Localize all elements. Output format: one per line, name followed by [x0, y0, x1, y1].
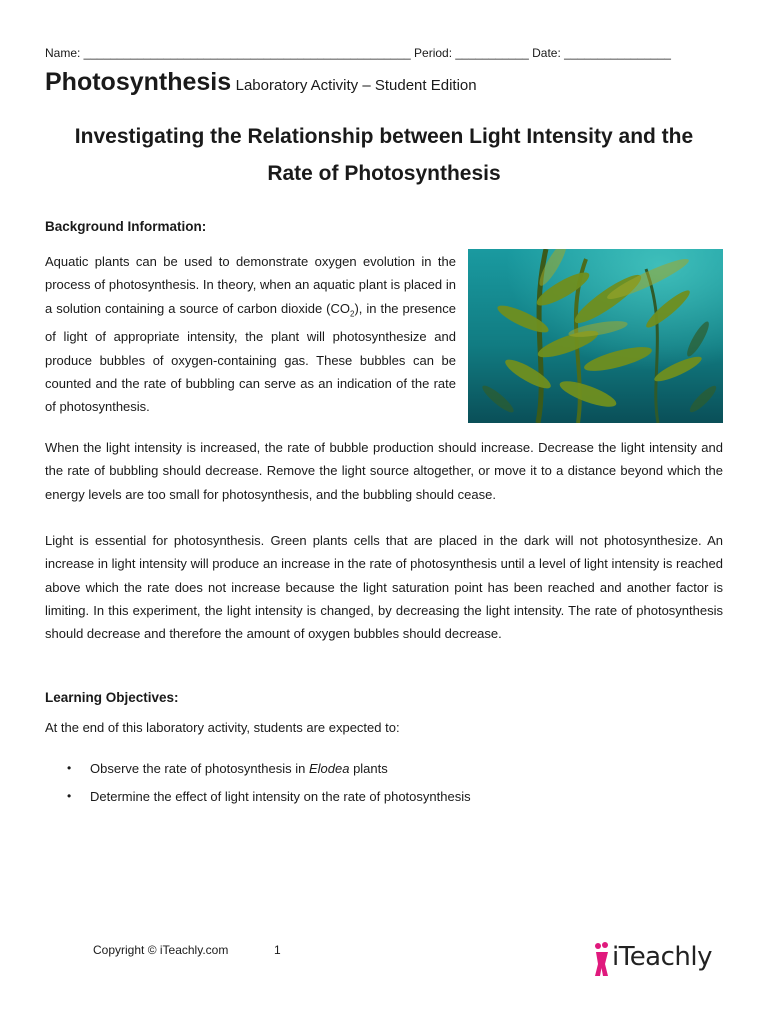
name-period-date-line: Name: _________________________________________________ Period: ___________ Date: ________________ — [45, 46, 671, 60]
objective-item-1 — [90, 757, 388, 780]
objective-item-1-end: plants — [349, 761, 388, 776]
objectives-intro: At the end of this laboratory activity, students are expected to: — [45, 720, 400, 735]
bullet-icon: • — [67, 789, 72, 803]
activity-heading-line-2: Rate of Photosynthesis — [267, 162, 501, 185]
background-section-label: Background Information: — [45, 219, 207, 234]
title-main: Photosynthesis — [45, 68, 232, 96]
title-subtitle: Laboratory Activity – Student Edition — [235, 77, 477, 94]
activity-heading — [45, 118, 723, 192]
iteachly-logo — [592, 938, 727, 978]
bullet-icon: • — [67, 761, 72, 775]
document-title — [45, 68, 477, 97]
logo-wordmark: iTeachly — [612, 942, 712, 972]
activity-heading-line-1: Investigating the Relationship between Light Intensity and the — [74, 125, 694, 148]
copyright-notice: Copyright © iTeachly.com — [93, 943, 229, 957]
kelp-forest-image — [468, 249, 723, 423]
page-number: 1 — [274, 943, 281, 957]
background-paragraph-2: When the light intensity is increased, the rate of bubble production should increase. Decrease the light intensity and the rate of bubbling should decrease. Remove the light source altogether, or move it to a distance beyond which the energy levels are too small for photosynthesis, and the bubbling should cease. — [45, 440, 723, 502]
objective-item-1-start: Observe the rate of photosynthesis in — [90, 761, 309, 776]
objective-item-1-italic: Elodea — [308, 761, 350, 776]
background-paragraph-1-end: ), in the presence of light of appropriate intensity, the plant will photosynthesize and produce bubbles of oxygen-containing gas. These bubbles can be counted and the rate of bubbling can serve as an indication of the rate of photosynthesis. — [45, 300, 456, 415]
co2-subscript: 2 — [350, 309, 355, 319]
background-paragraph-1 — [45, 250, 456, 419]
objectives-section-label: Learning Objectives: — [45, 690, 179, 705]
objective-item-2: Determine the effect of light intensity on the rate of photosynthesis — [90, 789, 471, 804]
background-paragraph-1-start: Aquatic plants can be used to demonstrate oxygen evolution in the process of photosynthesis. In theory, when an aquatic plant is placed in a solution containing a source of carbon dioxide (CO — [45, 254, 456, 316]
background-paragraph-3: Light is essential for photosynthesis. Green plants cells that are placed in the dark will not photosynthesize. An increase in light intensity will produce an increase in the rate of photosynthesis until a level of light intensity is reached above which the rate does not increase because the light saturation point has been reached and another factor is limiting. In this experiment, the light intensity is changed, by decreasing the light intensity. The rate of photosynthesis should decrease and therefore the amount of oxygen bubbles should decrease. — [45, 533, 723, 642]
logo-figure-icon — [592, 940, 612, 980]
